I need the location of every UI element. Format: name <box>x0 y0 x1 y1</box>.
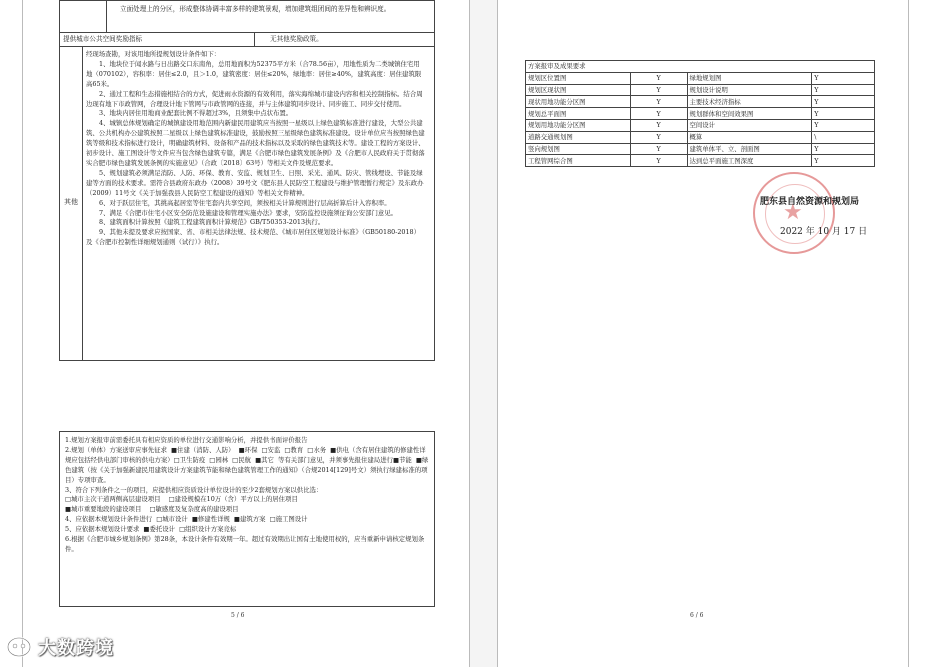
notes-para: □城市主次干道两侧高层建设项目 □建设规模在10万（含）平方以上的居住项目 <box>65 495 298 504</box>
table-cell: Y <box>812 108 875 120</box>
notes-para: ■城市重要地段的建设项目 □敏感度及复杂度高的建设项目 <box>65 505 239 514</box>
signer-name: 肥东县自然资源和规划局 <box>760 197 860 207</box>
table-cell: Y <box>812 143 875 155</box>
table-cell: Y <box>630 108 687 120</box>
table-cell: 达到总平面施工图深度 <box>687 155 812 167</box>
table-header: 方案报审及成果要求 <box>526 61 875 73</box>
other-para: 经现场查勘，对该用地所提规划设计条件如下： <box>86 50 221 58</box>
other-para: 6、对于跃层住宅，其挑高起居室等住宅套内共享空间，须按相关计算规则进行层高折算后计入容积率。 <box>99 198 391 207</box>
table-cell: 规划区位置图 <box>526 72 631 84</box>
page-number: 6 / 6 <box>690 612 704 619</box>
other-para: 1、地块位于闻水路与日出路交口东南角，总用地面积为52375平方米（合78.56亩），用地性质为二类城镇住宅用地（070102），容积率：居住≤2.0，且＞1.0，建筑密度：居住≤20%，绿地率：居住≥40%，建筑高度：居住建筑限高65米。 <box>86 59 422 88</box>
notes-content <box>65 436 429 555</box>
page-gap <box>470 0 497 667</box>
notes-para: 4、应依据本规划设计条件进行 □城市设计 ■修建性详规 ■建筑方案 □施工图设计 <box>65 515 308 524</box>
notes-para: 5、应依据本规划设计要求 ■委托设计 □组织设计方案竞标 <box>65 525 237 534</box>
table-cell: 建筑单体平、立、剖面图 <box>687 143 812 155</box>
table-cell: Y <box>812 155 875 167</box>
table-cell: 规划用地功能分区图 <box>526 119 631 131</box>
table-cell: 现状用地功能分区图 <box>526 96 631 108</box>
watermark-text: 大数跨境 <box>38 638 114 659</box>
table-cell: Y <box>630 72 687 84</box>
table-cell: 主要技术经济指标 <box>687 96 812 108</box>
table-header-row <box>526 61 875 73</box>
notes-para: 1.规划方案报审前需委托具有相应资质的单位进行交通影响分析，并提供书面评价报告 <box>65 436 308 444</box>
requirements-table <box>525 60 875 167</box>
incentive-value: 无其他奖励政策。 <box>270 35 323 43</box>
other-row <box>60 47 434 360</box>
table-cell: Y <box>630 119 687 131</box>
other-para: 8、建筑面积计算按照《建筑工程建筑面积计算规范》GB/T50353-2013执行。 <box>99 218 325 227</box>
intro-row <box>60 1 434 33</box>
watermark-logo-icon <box>6 636 32 658</box>
table-cell: 竖向规划图 <box>526 143 631 155</box>
other-para: 3、地块内居住用地商业配套比例不得超过3%，且须集中点状布置。 <box>99 109 293 118</box>
conditions-table <box>59 0 435 361</box>
incentive-row <box>60 33 434 47</box>
table-cell: 概算 <box>687 131 812 143</box>
notes-box <box>59 431 435 607</box>
table-cell: 规划设计说明 <box>687 84 812 96</box>
table-cell: Y <box>812 72 875 84</box>
other-para: 2、通过工程和生态措施相结合的方式，促进雨水资源的有效利用，落实海绵城市建设内容和相关控制指标。结合周边现有地下市政管网，合理设计地下管网与市政管网的连接，并与主体建筑同步设计、同步施工、同步交付使用。 <box>86 89 423 108</box>
notes-para: 2.规划（单体）方案送审应事先征求 ■住建（消防、人防） ■环保 □安监 □教育 □水务 ■供电（含有居住建筑的修建性详规应包括经供电部门审核的供电方案）□卫生防疫 □园林 □民航 ■其它 等有关部门意见，并须事先报住建局进行■节能 ■绿色建筑（按《关于加强新建民用建筑设计方案建筑节能和绿色建筑管理工作的通知》（合规2014[129]号文）须执行绿建标准的项目）专项审查。 <box>65 445 429 484</box>
table-cell: 绿地规划图 <box>687 72 812 84</box>
table-row <box>526 119 875 131</box>
table-row <box>526 84 875 96</box>
table-cell: Y <box>630 96 687 108</box>
table-cell: 规划区现状图 <box>526 84 631 96</box>
table-cell: 规划总平面图 <box>526 108 631 120</box>
intro-text: 立面处理上的分区，形成整体协调丰富多样的建筑景观，增加建筑组团间的差异性和辨识度。 <box>120 5 391 13</box>
notes-para: 3、符合下列条件之一的项目，应提供相应资质设计单位设计的至少2套规划方案以供比选： <box>65 485 323 494</box>
document-page-5 <box>22 0 470 667</box>
document-page-6 <box>497 0 909 667</box>
table-cell: \ <box>812 131 875 143</box>
table-cell: Y <box>630 131 687 143</box>
table-row <box>526 131 875 143</box>
other-para: 5、规划建筑必须满足消防、人防、环保、教育、安监、规划卫生、日照、采光、通风、防灾、管线埋设、节能及绿建等方面的技术要求。需符合县政府东政办（2008）39号文《肥东县人民防空工程建设与维护管理暂行规定》及东政办（2009）11号文《关于加强我县人民防空工程建设的通知》等相关文件精神。 <box>86 168 424 197</box>
page-number: 5 / 6 <box>231 612 245 619</box>
incentive-label: 提供城市公共空间奖励指标 <box>63 35 143 43</box>
other-para: 9、其他未提及要求应按国家、省、市相关法律法规、技术规范、《城市居住区规划设计标准》（GB50180-2018）及《合肥市控制性详细规划通则（试行）》执行。 <box>86 228 421 247</box>
table-cell: Y <box>630 143 687 155</box>
official-seal: ★ <box>753 172 835 254</box>
table-cell: Y <box>812 119 875 131</box>
other-para: 7、满足《合肥市住宅小区安全防范设施建设和管理实施办法》要求，安防监控设施须征询公安部门意见。 <box>99 208 398 217</box>
table-cell: Y <box>812 96 875 108</box>
table-row <box>526 155 875 167</box>
other-para: 4、城镇总体规划确定的城镇建设用地范围内新建民用建筑应当按照一星级以上绿色建筑标准进行建设，大型公共建筑、公共机构办公建筑按照二星级以上绿色建筑标准建设，鼓励按照三星级绿色建筑标准建设。设计单位应当按照绿色建筑等级和技术指标进行设计，明确建筑材料、设备和产品的技术指标以及采取的绿色建筑技术等。建设工程的方案设计、初步设计、施工图设计等文件应当包含绿色建筑专篇，满足《合肥市绿色建筑发展条例》及《合肥市人民政府关于贯彻落实合肥市绿色建筑发展条例的实施意见》（合政〔2018〕63号）等相关文件及规范要求。 <box>86 119 425 167</box>
other-content <box>86 50 426 248</box>
table-cell: Y <box>630 84 687 96</box>
table-row <box>526 108 875 120</box>
table-cell: Y <box>630 155 687 167</box>
table-cell: Y <box>812 84 875 96</box>
table-row <box>526 72 875 84</box>
table-cell: 规划群体和空间效果图 <box>687 108 812 120</box>
other-label: 其他 <box>64 198 78 206</box>
table-row <box>526 143 875 155</box>
table-row <box>526 96 875 108</box>
watermark <box>6 634 114 660</box>
sign-date: 2022 年 10 月 17 日 <box>780 227 868 237</box>
table-cell: 工程管网综合图 <box>526 155 631 167</box>
notes-para: 6.根据《合肥市城乡规划条例》第28条，本设计条件有效期一年。超过有效期出让国有土地使用权的，应当重新申请核定规划条件。 <box>65 535 425 553</box>
table-cell: 道路交通规划图 <box>526 131 631 143</box>
table-cell: 空间设计 <box>687 119 812 131</box>
